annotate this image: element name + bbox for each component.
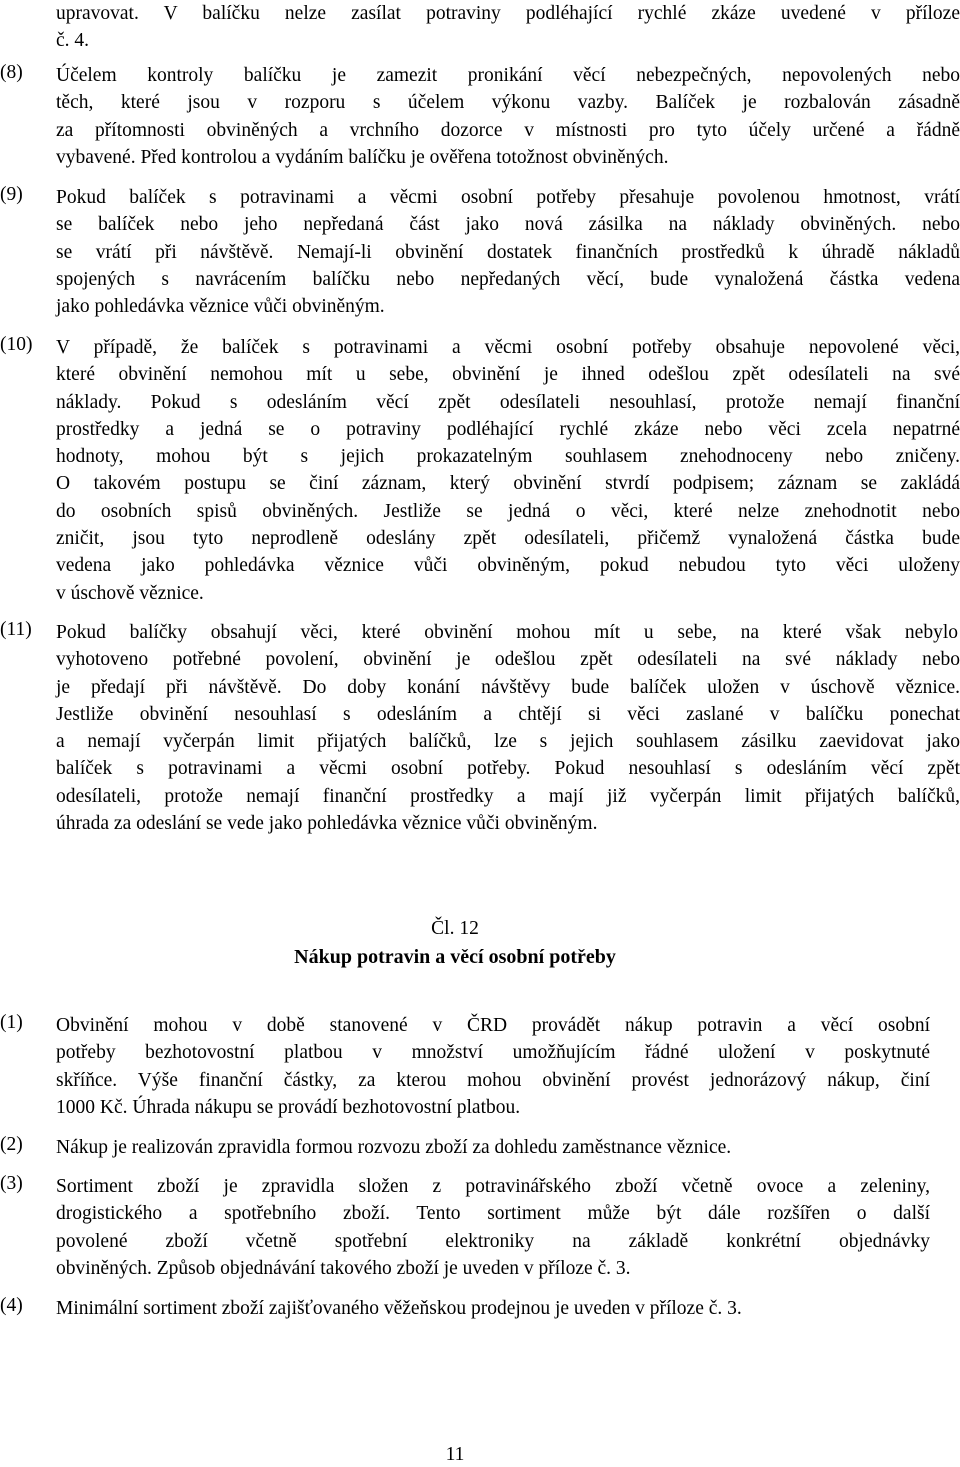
article-title: Nákup potravin a věcí osobní potřeby xyxy=(294,946,616,968)
text-line: Nákup je realizován zpravidla formou rozvozu zboží za dohledu zaměstnance věznice. xyxy=(56,1137,732,1158)
text-line: za přítomnosti obviněných a vrchního dozorce v místnosti pro tyto účely určené a řádně xyxy=(56,119,960,141)
text-line: které obvinění nemohou mít u sebe, obvinění je ihned odešlou zpět odesílateli na své xyxy=(56,364,960,386)
text-line: těch, které jsou v rozporu s účelem výkonu vazby. Balíček je rozbalován zásadně xyxy=(56,92,960,114)
text-line: potřeby bezhotovostní platbou v množství umožňujícím řádné uložení v poskytnuté xyxy=(56,1042,930,1064)
text-line: balíček s potravinami a věcmi osobní potřeby. Pokud nesouhlasí s odesláním věcí zpět xyxy=(56,758,960,780)
text-line: Účelem kontroly balíčku je zamezit pronikání věcí nebezpečných, nepovolených nebo xyxy=(56,65,960,86)
article-number: Čl. 12 xyxy=(431,918,479,939)
text-line: vedena jako pohledávka věznice vůči obviněným, pokud nebudou tyto věci uloženy xyxy=(56,555,960,577)
text-line: do osobních spisů obviněných. Jestliže se jedná o věci, které nelze znehodnotit nebo xyxy=(56,500,960,522)
paragraph-number: (8) xyxy=(0,62,23,83)
text-line: Pokud balíčky obsahují věci, které obvinění mohou mít u sebe, na které však nebylo xyxy=(56,622,958,643)
text-line: obviněných. Způsob objednávání takového zboží je uveden v příloze č. 3. xyxy=(56,1257,631,1279)
text-line: náklady. Pokud s odesláním věcí zpět odesílateli nesouhlasí, protože nemají finanční xyxy=(56,391,960,413)
text-line: drogistického a spotřebního zboží. Tento sortiment může být dále rozšířen o další xyxy=(56,1203,930,1225)
text-line: v úschově věznice. xyxy=(56,582,204,604)
text-line: se balíček nebo jeho nepředaná část jako nová zásilka na náklady obviněných. nebo xyxy=(56,214,960,236)
text-line: je předají při návštěvě. Do doby konání návštěvy bude balíček uložen v úschově věznice. xyxy=(56,676,960,698)
paragraph-number: (2) xyxy=(0,1134,23,1155)
text-line: V případě, že balíček s potravinami a věcmi osobní potřeby obsahuje nepovolené věci, xyxy=(56,337,960,358)
text-line: upravovat. V balíčku nelze zasílat potraviny podléhající rychlé zkáze uvedené v příloze xyxy=(56,3,960,24)
text-line: hodnoty, mohou být s jejich prokazatelným souhlasem znehodnoceny nebo zničeny. xyxy=(56,446,960,468)
paragraph-number: (1) xyxy=(0,1012,23,1033)
page-number: 11 xyxy=(445,1444,465,1465)
text-line: č. 4. xyxy=(56,30,90,51)
text-line: Jestliže obvinění nesouhlasí s odesláním a chtějí si věci zaslané v balíčku ponechat xyxy=(56,703,960,725)
text-line: skříňce. Výše finanční částky, za kterou mohou obvinění provést jednorázový nákup, činí xyxy=(56,1069,930,1091)
text-line: úhrada za odeslání se vede jako pohledávka věznice vůči obviněným. xyxy=(56,813,598,835)
text-line: vyhotoveno potřebné povolení, obvinění je odešlou zpět odesílateli na své náklady nebo xyxy=(56,649,960,671)
paragraph-number: (3) xyxy=(0,1173,23,1194)
paragraph-number: (9) xyxy=(0,184,23,205)
paragraph-number: (10) xyxy=(0,334,33,355)
text-line: povolené zboží včetně spotřební elektroniky na základě konkrétní objednávky xyxy=(56,1230,930,1252)
text-line: Minimální sortiment zboží zajišťovaného věžeňskou prodejnou je uveden v příloze č. 3. xyxy=(56,1298,742,1319)
text-line: a nemají vyčerpán limit přijatých balíčků, lze s jejich souhlasem zásilku zaevidovat jako xyxy=(56,731,960,753)
text-line: jako pohledávka věznice vůči obviněným. xyxy=(56,296,385,318)
paragraph-number: (11) xyxy=(0,619,32,640)
text-line: vybavené. Před kontrolou a vydáním balíčku je ověřena totožnost obviněných. xyxy=(56,146,669,168)
text-line: Pokud balíček s potravinami a věcmi osobní potřeby přesahuje povolenou hmotnost, vrátí xyxy=(56,187,960,208)
text-line: se vrátí při návštěvě. Nemají-li obvinění dostatek finančních prostředků k úhradě nákladů xyxy=(56,241,960,263)
text-line: 1000 Kč. Úhrada nákupu se provádí bezhotovostní platbou. xyxy=(56,1096,521,1118)
text-line: odesílateli, protože nemají finanční prostředky a mají již vyčerpán limit přijatých balíčků, xyxy=(56,785,960,807)
text-line: prostředky a jedná se o potraviny podléhající rychlé zkáze nebo věci zcela nepatrné xyxy=(56,418,960,440)
text-line: zničit, jsou tyto neprodleně odeslány zpět odesílateli, přičemž vynaložená částka bude xyxy=(56,528,960,550)
text-line: Obvinění mohou v době stanovené v ČRD provádět nákup potravin a věcí osobní xyxy=(56,1015,930,1036)
text-line: O takovém postupu se činí záznam, který obvinění stvrdí podpisem; záznam se zakládá xyxy=(56,473,960,495)
text-line: spojených s navrácením balíčku nebo nepředaných věcí, bude vynaložená částka vedena xyxy=(56,268,960,290)
text-line: Sortiment zboží je zpravidla složen z potravinářského zboží včetně ovoce a zeleniny, xyxy=(56,1176,930,1197)
paragraph-number: (4) xyxy=(0,1295,23,1316)
